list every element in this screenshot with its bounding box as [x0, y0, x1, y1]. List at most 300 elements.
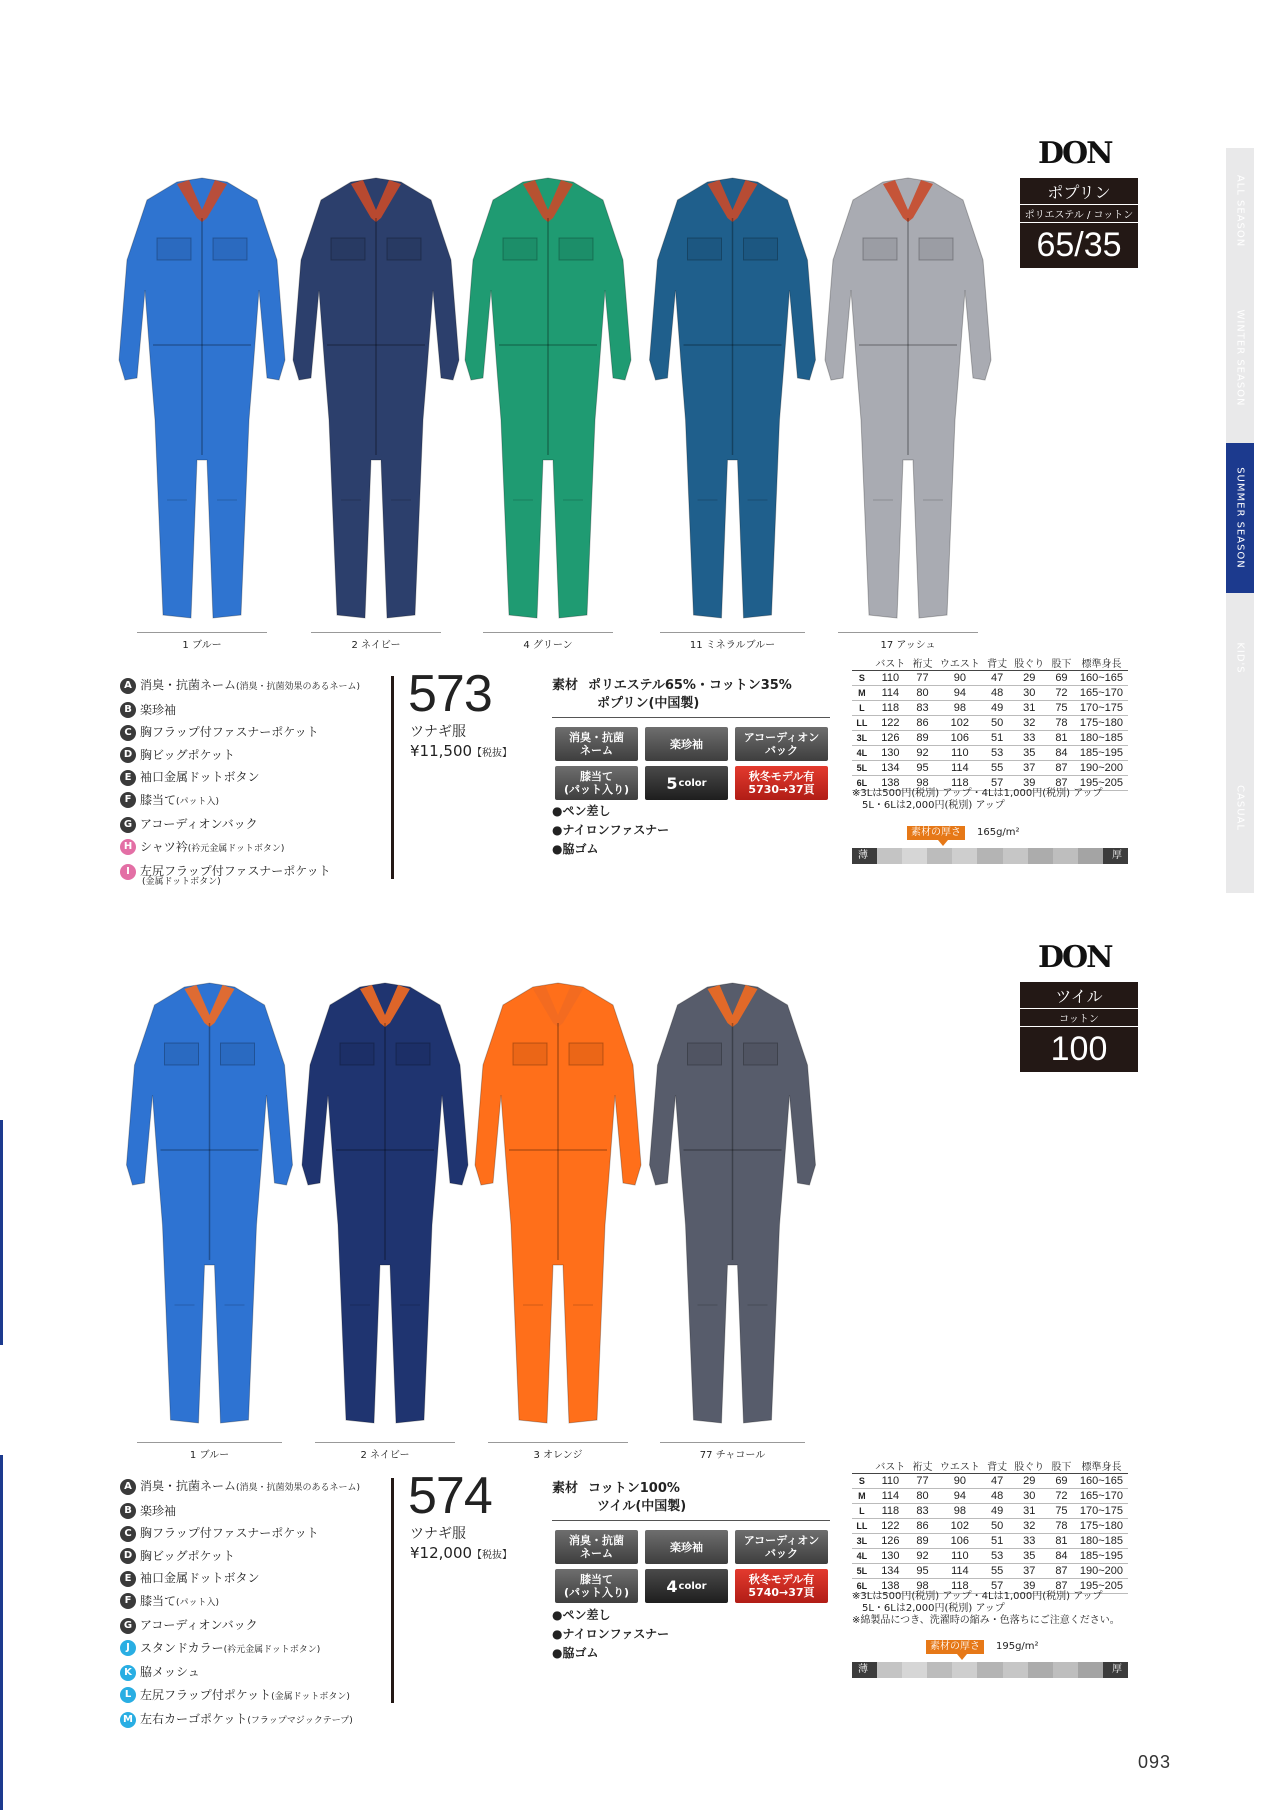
size-value: 122: [872, 716, 909, 731]
table-row: [852, 746, 1128, 761]
size-value: 165~170: [1075, 1489, 1128, 1504]
side-tab-winter-season[interactable]: WINTER SEASON: [1226, 273, 1254, 443]
size-code: 4L: [852, 746, 872, 761]
size-value: 98: [909, 776, 936, 791]
size-value: 33: [1011, 731, 1048, 746]
divider-line: [391, 676, 394, 879]
feature-item: [120, 1567, 360, 1590]
size-value: 185~195: [1075, 1549, 1128, 1564]
size-value: 190~200: [1075, 761, 1128, 776]
thickness-scale: [852, 826, 1128, 872]
thickness-segment: [952, 1662, 977, 1678]
feature-item: [120, 1684, 360, 1709]
feature-badge: K: [120, 1665, 136, 1681]
size-value: 138: [872, 776, 909, 791]
material-ratio: 100: [1050, 1030, 1108, 1068]
table-row: [852, 1489, 1128, 1504]
side-tab-casual[interactable]: CASUAL: [1226, 723, 1254, 893]
size-code: L: [852, 1504, 872, 1519]
thickness-segment: [902, 848, 927, 864]
feature-item: [120, 1545, 360, 1568]
size-value: 130: [872, 1549, 909, 1564]
size-value: 98: [936, 1504, 984, 1519]
size-column-header: 背丈: [984, 1458, 1011, 1474]
size-value: 94: [936, 1489, 984, 1504]
feature-badge: L: [120, 1687, 136, 1703]
coverall-image: [295, 975, 475, 1435]
feature-note: (消臭・抗菌効果のあるネーム): [236, 1483, 361, 1493]
size-value: 94: [936, 686, 984, 701]
size-value: 175~180: [1075, 716, 1128, 731]
coverall-image: [291, 170, 461, 630]
size-value: 102: [936, 716, 984, 731]
material-sub: ポリエステル / コットン: [1020, 205, 1138, 223]
chip-accordion-back: アコーディオン バック: [735, 1530, 828, 1564]
feature-badge: E: [120, 770, 136, 786]
extra-features: ●ペン差し ●ナイロンファスナー ●脇ゴム: [552, 1608, 670, 1660]
size-value: 170~175: [1075, 701, 1128, 716]
chip-rakuchin-sleeve: 楽珍袖: [645, 727, 728, 761]
size-value: 118: [872, 701, 909, 716]
size-value: 37: [1011, 761, 1048, 776]
size-value: 160~165: [1075, 671, 1128, 686]
size-value: 80: [909, 686, 936, 701]
thickness-label: 素材の厚さ: [926, 1640, 984, 1654]
size-value: 75: [1048, 701, 1075, 716]
color-label[interactable]: 3 オレンジ: [488, 1442, 628, 1461]
table-row: [852, 731, 1128, 746]
size-value: 114: [872, 686, 909, 701]
side-tab-all-season[interactable]: ALL SEASON: [1226, 148, 1254, 273]
size-value: 69: [1048, 1474, 1075, 1489]
feature-list: [120, 1475, 360, 1733]
feature-text: 膝当て: [140, 792, 177, 807]
size-value: 75: [1048, 1504, 1075, 1519]
size-value: 110: [872, 671, 909, 686]
size-value: 30: [1011, 1489, 1048, 1504]
size-value: 134: [872, 1564, 909, 1579]
thickness-segment: [952, 848, 977, 864]
size-code: S: [852, 671, 872, 686]
size-value: 170~175: [1075, 1504, 1128, 1519]
feature-text: 脇メッシュ: [140, 1665, 200, 1679]
size-value: 165~170: [1075, 686, 1128, 701]
feature-item: [120, 1637, 360, 1662]
table-row: [852, 1534, 1128, 1549]
feature-badge: A: [120, 678, 136, 694]
feature-item: [120, 789, 360, 814]
size-code: LL: [852, 716, 872, 731]
size-value: 69: [1048, 671, 1075, 686]
table-row: [852, 1549, 1128, 1564]
feature-text: 消臭・抗菌ネーム: [140, 678, 237, 692]
extra-features: ●ペン差し ●ナイロンファスナー ●脇ゴム: [552, 804, 670, 856]
feature-text: 胸ビッグポケット: [140, 747, 235, 762]
thickness-segment: [902, 1662, 927, 1678]
feature-badge: B: [120, 702, 136, 718]
material-ratio: 65/35: [1036, 226, 1122, 264]
size-value: 95: [909, 1564, 936, 1579]
thickness-segment: [1003, 1662, 1028, 1678]
feature-item: [120, 1522, 360, 1545]
table-row: [852, 1474, 1128, 1489]
size-column-header: [852, 655, 872, 671]
size-value: 89: [909, 731, 936, 746]
feature-text: 楽珍袖: [140, 702, 177, 717]
size-value: 57: [984, 1579, 1011, 1594]
feature-item: [120, 1708, 360, 1733]
feature-item: [120, 699, 360, 722]
size-column-header: ウエスト: [936, 1458, 984, 1474]
page-number: 093: [1138, 1752, 1172, 1772]
size-table: [852, 655, 1128, 791]
color-label[interactable]: 1 ブルー: [137, 1442, 282, 1461]
size-value: 126: [872, 731, 909, 746]
size-value: 90: [936, 1474, 984, 1489]
feature-text: 胸フラップ付ファスナーポケット: [140, 725, 319, 739]
thickness-segment: [877, 848, 902, 864]
size-value: 130: [872, 746, 909, 761]
feature-subnote: (金属ドットボタン): [142, 876, 221, 887]
size-value: 51: [984, 1534, 1011, 1549]
thickness-marker: [957, 1654, 967, 1660]
table-row: [852, 686, 1128, 701]
feature-badge: H: [120, 839, 136, 855]
feature-badge: A: [120, 1479, 136, 1495]
feature-item: [120, 1614, 360, 1637]
feature-item: [120, 813, 360, 836]
material-spec: 素材 コットン100% ツイル(中国製): [552, 1481, 687, 1514]
feature-item: [120, 836, 360, 861]
brand-logo: DON: [1038, 136, 1112, 171]
size-value: 175~180: [1075, 1519, 1128, 1534]
size-value: 87: [1048, 776, 1075, 791]
thickness-gradient-bar: [852, 1662, 1128, 1678]
size-value: 185~195: [1075, 746, 1128, 761]
size-value: 53: [984, 746, 1011, 761]
size-value: 134: [872, 761, 909, 776]
feature-badge: B: [120, 1503, 136, 1519]
size-note: ※3Lは500円(税別) アップ・4Lは1,000円(税別) アップ 5L・6Lは2,000円(税別) アップ: [852, 788, 1103, 811]
left-edge-marker: [0, 1455, 3, 1810]
feature-item: [120, 1475, 360, 1500]
size-value: 29: [1011, 671, 1048, 686]
thickness-segment: [1028, 1662, 1053, 1678]
size-value: 35: [1011, 746, 1048, 761]
product-name: ツナギ服: [410, 724, 466, 740]
brand-logo: DON: [1038, 940, 1112, 975]
chip-rakuchin-sleeve: 楽珍袖: [645, 1530, 728, 1564]
coverall-image: [818, 170, 998, 630]
material-name: ポプリン: [1020, 178, 1138, 205]
material-underline: [552, 717, 830, 718]
size-value: 32: [1011, 716, 1048, 731]
size-value: 195~205: [1075, 776, 1128, 791]
size-value: 86: [909, 1519, 936, 1534]
thickness-label: 素材の厚さ: [907, 826, 965, 840]
color-label[interactable]: 77 チャコール: [660, 1442, 805, 1461]
material-name: ツイル: [1020, 982, 1138, 1009]
chip-knee-pad: 膝当て (パット入り): [555, 1569, 638, 1603]
size-column-header: 股ぐり: [1011, 1458, 1048, 1474]
table-row: [852, 761, 1128, 776]
size-value: 35: [1011, 1549, 1048, 1564]
thickness-segment: [1078, 848, 1103, 864]
feature-badge: E: [120, 1571, 136, 1587]
thick-label: 厚: [1112, 1664, 1122, 1675]
size-value: 51: [984, 731, 1011, 746]
feature-item: [120, 674, 360, 699]
feature-note: (パット入): [176, 796, 220, 807]
size-value: 87: [1048, 1564, 1075, 1579]
feature-text: 消臭・抗菌ネーム: [140, 1479, 237, 1493]
feature-text: スタンドカラー: [140, 1640, 224, 1655]
thickness-segment: [1003, 848, 1028, 864]
size-value: 86: [909, 716, 936, 731]
size-value: 118: [936, 776, 984, 791]
size-value: 50: [984, 1519, 1011, 1534]
size-value: 78: [1048, 1519, 1075, 1534]
size-table: [852, 1458, 1128, 1594]
feature-item: [120, 1661, 360, 1684]
size-value: 110: [936, 1549, 984, 1564]
thickness-value: 195g/m²: [996, 1641, 1039, 1652]
feature-text: 膝当て: [140, 1593, 177, 1608]
chip-accordion-back: アコーディオン バック: [735, 727, 828, 761]
thickness-scale: [852, 1640, 1128, 1686]
size-value: 39: [1011, 776, 1048, 791]
size-code: S: [852, 1474, 872, 1489]
thickness-segment: [1053, 848, 1078, 864]
size-value: 77: [909, 1474, 936, 1489]
color-label[interactable]: 2 ネイビー: [311, 632, 441, 651]
feature-text: 左尻フラップ付ファスナーポケット: [140, 864, 331, 878]
thick-label: 厚: [1112, 850, 1122, 861]
size-value: 37: [1011, 1564, 1048, 1579]
size-column-header: 裄丈: [909, 1458, 936, 1474]
size-value: 106: [936, 1534, 984, 1549]
coverall-image: [640, 975, 825, 1435]
size-column-header: 標準身長: [1075, 655, 1128, 671]
chip-fall-winter-model: 秋冬モデル有 5730→37頁: [735, 766, 828, 800]
chip-color-count: 5 color: [645, 766, 728, 800]
feature-badge: J: [120, 1640, 136, 1656]
size-value: 49: [984, 1504, 1011, 1519]
size-value: 78: [1048, 716, 1075, 731]
side-tab-kids[interactable]: KID'S: [1226, 593, 1254, 723]
feature-note: (パット入): [176, 1597, 220, 1608]
feature-badge: D: [120, 1548, 136, 1564]
color-label[interactable]: 11 ミネラルブルー: [660, 632, 805, 651]
size-value: 31: [1011, 701, 1048, 716]
thickness-segment: [927, 1662, 952, 1678]
thickness-gradient-bar: [852, 848, 1128, 864]
feature-item: [120, 744, 360, 767]
material-underline: [552, 1520, 830, 1521]
size-value: 31: [1011, 1504, 1048, 1519]
thickness-segment: [977, 848, 1002, 864]
chip-deodorant-name: 消臭・抗菌 ネーム: [555, 727, 638, 761]
size-code: M: [852, 1489, 872, 1504]
size-value: 87: [1048, 761, 1075, 776]
coverall-image: [117, 975, 302, 1435]
table-row: [852, 701, 1128, 716]
size-value: 122: [872, 1519, 909, 1534]
size-column-header: [852, 1458, 872, 1474]
size-code: 6L: [852, 1579, 872, 1594]
feature-text: シャツ衿: [140, 839, 188, 854]
thickness-segment: [877, 1662, 902, 1678]
feature-badge: G: [120, 817, 136, 833]
feature-text: アコーディオンバック: [140, 817, 258, 831]
thickness-segment: [1078, 1662, 1103, 1678]
feature-note: (消臭・抗菌効果のあるネーム): [236, 682, 361, 692]
feature-note: (フラップマジックテープ): [247, 1716, 353, 1726]
thin-label: 薄: [858, 1664, 868, 1675]
size-value: 89: [909, 1534, 936, 1549]
size-value: 84: [1048, 746, 1075, 761]
size-value: 190~200: [1075, 1564, 1128, 1579]
size-value: 57: [984, 776, 1011, 791]
size-column-header: 股下: [1048, 1458, 1075, 1474]
size-value: 83: [909, 701, 936, 716]
thickness-segment: [1028, 848, 1053, 864]
size-column-header: バスト: [872, 1458, 909, 1474]
size-code: 5L: [852, 1564, 872, 1579]
size-value: 92: [909, 746, 936, 761]
feature-text: 袖口金属ドットボタン: [140, 1571, 260, 1585]
size-value: 81: [1048, 1534, 1075, 1549]
feature-badge: D: [120, 747, 136, 763]
material-box: [1020, 178, 1138, 268]
size-value: 49: [984, 701, 1011, 716]
size-value: 110: [936, 746, 984, 761]
size-code: 6L: [852, 776, 872, 791]
size-value: 32: [1011, 1519, 1048, 1534]
thickness-segment: [927, 848, 952, 864]
chip-color-count: 4 color: [645, 1569, 728, 1603]
size-value: 160~165: [1075, 1474, 1128, 1489]
size-value: 77: [909, 671, 936, 686]
size-value: 48: [984, 686, 1011, 701]
material-sub: コットン: [1020, 1009, 1138, 1027]
feature-item: [120, 1590, 360, 1615]
size-value: 48: [984, 1489, 1011, 1504]
material-spec: 素材 ポリエステル65%・コットン35% ポプリン(中国製): [552, 678, 792, 711]
feature-text: 胸ビッグポケット: [140, 1548, 235, 1563]
thickness-value: 165g/m²: [977, 827, 1020, 838]
feature-text: 左右カーゴポケット: [140, 1712, 248, 1726]
size-value: 102: [936, 1519, 984, 1534]
size-value: 84: [1048, 1549, 1075, 1564]
size-value: 55: [984, 761, 1011, 776]
product-price: ¥11,500【税抜】: [410, 742, 513, 760]
size-code: 5L: [852, 761, 872, 776]
chip-knee-pad: 膝当て (パット入り): [555, 766, 638, 800]
color-label[interactable]: 17 アッシュ: [838, 632, 978, 651]
feature-badge: C: [120, 1526, 136, 1542]
size-table-header: [852, 1458, 1128, 1474]
size-table-header: [852, 655, 1128, 671]
material-box: [1020, 982, 1138, 1072]
size-value: 106: [936, 731, 984, 746]
side-tab-summer-season[interactable]: SUMMER SEASON: [1226, 443, 1254, 593]
size-code: L: [852, 701, 872, 716]
size-value: 98: [936, 701, 984, 716]
thickness-marker: [938, 840, 948, 846]
size-value: 98: [909, 1579, 936, 1594]
size-value: 195~205: [1075, 1579, 1128, 1594]
coverall-image: [468, 975, 648, 1435]
table-row: [852, 671, 1128, 686]
chip-deodorant-name: 消臭・抗菌 ネーム: [555, 1530, 638, 1564]
thickness-segment: [1053, 1662, 1078, 1678]
size-value: 53: [984, 1549, 1011, 1564]
size-column-header: バスト: [872, 655, 909, 671]
feature-item: [120, 766, 360, 789]
size-code: M: [852, 686, 872, 701]
size-column-header: ウエスト: [936, 655, 984, 671]
color-label[interactable]: 4 グリーン: [483, 632, 613, 651]
feature-badge: C: [120, 725, 136, 741]
color-label[interactable]: 1 ブルー: [137, 632, 267, 651]
table-row: [852, 716, 1128, 731]
size-value: 39: [1011, 1579, 1048, 1594]
size-code: 3L: [852, 1534, 872, 1549]
feature-badge: F: [120, 792, 136, 808]
product-name: ツナギ服: [410, 1526, 466, 1542]
thin-label: 薄: [858, 850, 868, 861]
feature-item: [120, 721, 360, 744]
feature-badge: G: [120, 1618, 136, 1634]
size-value: 72: [1048, 1489, 1075, 1504]
coverall-image: [463, 170, 633, 630]
feature-badge: F: [120, 1593, 136, 1609]
coverall-image: [117, 170, 287, 630]
size-value: 114: [872, 1489, 909, 1504]
product-number: 574: [408, 1467, 492, 1525]
feature-badge: I: [120, 864, 136, 880]
size-value: 118: [936, 1579, 984, 1594]
size-column-header: 裄丈: [909, 655, 936, 671]
size-value: 92: [909, 1549, 936, 1564]
divider-line: [391, 1478, 394, 1703]
size-value: 118: [872, 1504, 909, 1519]
table-row: [852, 1504, 1128, 1519]
color-label[interactable]: 2 ネイビー: [315, 1442, 455, 1461]
feature-note: (金属ドットボタン): [271, 1691, 350, 1702]
feature-text: 楽珍袖: [140, 1503, 177, 1518]
feature-badge: M: [120, 1712, 136, 1728]
size-value: 47: [984, 671, 1011, 686]
table-row: [852, 1519, 1128, 1534]
size-value: 72: [1048, 686, 1075, 701]
feature-item: [120, 1500, 360, 1523]
feature-text: アコーディオンバック: [140, 1618, 258, 1632]
size-value: 180~185: [1075, 731, 1128, 746]
coverall-image: [640, 170, 825, 630]
size-code: 3L: [852, 731, 872, 746]
size-value: 29: [1011, 1474, 1048, 1489]
size-value: 55: [984, 1564, 1011, 1579]
left-edge-marker: [0, 1120, 3, 1345]
size-value: 87: [1048, 1579, 1075, 1594]
size-code: 4L: [852, 1549, 872, 1564]
size-value: 114: [936, 1564, 984, 1579]
feature-note: (衿元金属ドットボタン): [223, 1644, 321, 1655]
product-number: 573: [408, 665, 492, 723]
size-column-header: 背丈: [984, 655, 1011, 671]
